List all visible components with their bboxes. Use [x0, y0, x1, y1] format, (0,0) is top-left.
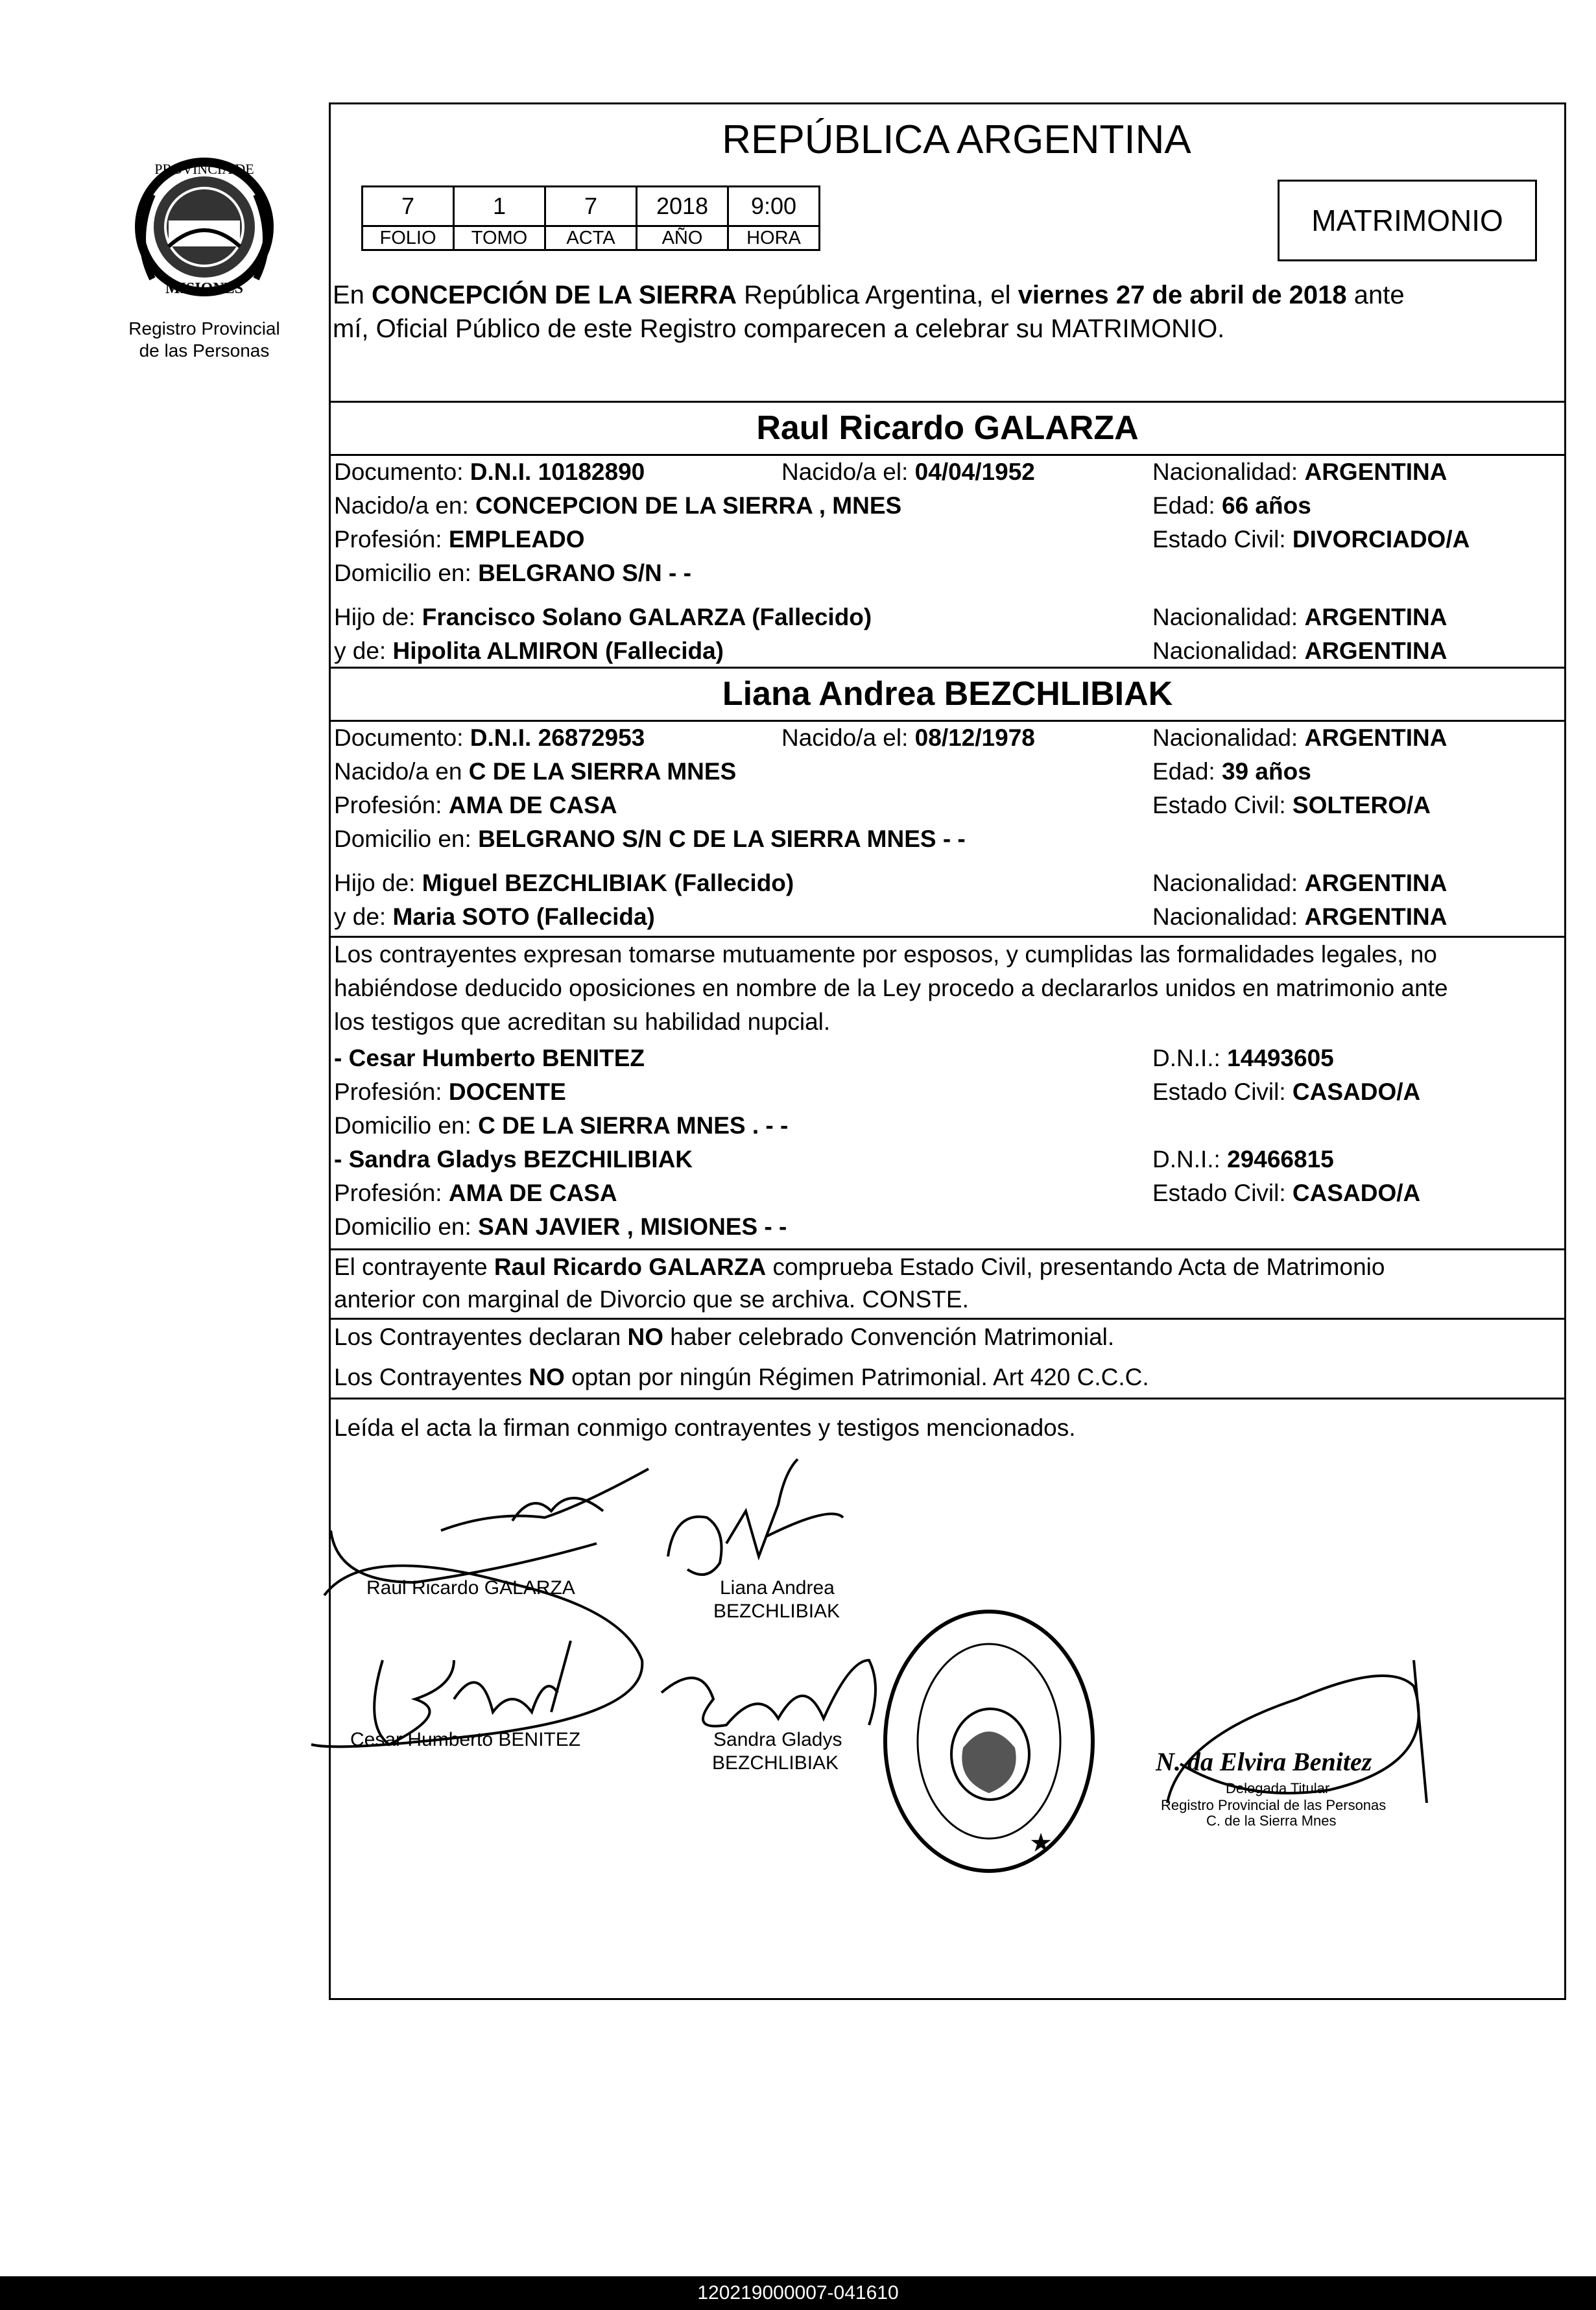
bride-father-nationality: Nacionalidad: ARGENTINA: [1152, 870, 1447, 896]
bride-mother-nationality: Nacionalidad: ARGENTINA: [1152, 903, 1447, 930]
bride-birthplace: Nacido/a en C DE LA SIERRA MNES: [334, 758, 737, 785]
witness2-civil-status: Estado Civil: CASADO/A: [1152, 1180, 1421, 1206]
declaration-line2: habiéndose deducido oposiciones en nombre de la Ley procedo a declararlos unidos en matrimonio ante: [334, 975, 1448, 1001]
witness1-civil-status: Estado Civil: CASADO/A: [1152, 1078, 1421, 1105]
convention-line2: Los Contrayentes NO optan por ningún Régimen Patrimonial. Art 420 C.C.C.: [334, 1364, 1149, 1390]
hour-label: HORA: [728, 226, 820, 250]
seal-bottom-text: MISIONES: [165, 280, 244, 297]
bride-signature-label-2: BEZCHLIBIAK: [713, 1601, 840, 1622]
registry-name-line2: de las Personas: [139, 340, 270, 361]
witness1-dni: D.N.I.: 14493605: [1152, 1045, 1334, 1071]
convention-line1: Los Contrayentes declaran NO haber celebrado Convención Matrimonial.: [334, 1324, 1115, 1350]
acta-value: 7: [545, 187, 637, 226]
bride-civil-status: Estado Civil: SOLTERO/A: [1152, 792, 1431, 818]
svg-text:★: ★: [1029, 1829, 1053, 1857]
declaration-line3: los testigos que acreditan su habilidad nupcial.: [334, 1008, 831, 1035]
groom-civil-status: Estado Civil: DIVORCIADO/A: [1152, 526, 1470, 553]
intro-line1: En CONCEPCIÓN DE LA SIERRA República Argentina, el viernes 27 de abril de 2018 ante: [333, 281, 1405, 309]
groom-mother-nationality: Nacionalidad: ARGENTINA: [1152, 637, 1447, 664]
bride-mother: y de: Maria SOTO (Fallecida): [334, 903, 655, 930]
witness1-address: Domicilio en: C DE LA SIERRA MNES . - -: [334, 1112, 789, 1139]
witness1-name: - Cesar Humberto BENITEZ: [334, 1045, 645, 1071]
groom-profession: Profesión: EMPLEADO: [334, 526, 585, 553]
official-title-2: Registro Provincial de las Personas: [1161, 1797, 1387, 1813]
witness2-signature-label-2: BEZCHLIBIAK: [712, 1752, 839, 1774]
record-type-box: MATRIMONIO: [1278, 180, 1537, 261]
document-code-footer: 120219000007-041610: [0, 2276, 1596, 2310]
witness2-dni: D.N.I.: 29466815: [1152, 1146, 1334, 1173]
bride-age: Edad: 39 años: [1152, 758, 1311, 785]
intro-line2: mí, Oficial Público de este Registro comparecen a celebrar su MATRIMONIO.: [333, 315, 1225, 343]
groom-age: Edad: 66 años: [1152, 492, 1311, 519]
witness2-signature-label-1: Sandra Gladys: [713, 1729, 842, 1750]
witness2-name: - Sandra Gladys BEZCHILIBIAK: [334, 1146, 693, 1173]
year-label: AÑO: [637, 226, 728, 250]
bride-father: Hijo de: Miguel BEZCHLIBIAK (Fallecido): [334, 870, 794, 896]
official-title-1: Delegada Titular: [1226, 1780, 1330, 1796]
seal-top-text: PROVINCIA DE: [154, 161, 254, 177]
bride-name: Liana Andrea BEZCHLIBIAK: [722, 675, 1173, 713]
groom-name: Raul Ricardo GALARZA: [756, 409, 1139, 447]
bride-address: Domicilio en: BELGRANO S/N C DE LA SIERRA MNES - -: [334, 826, 966, 852]
bride-document: Documento: D.N.I. 26872953: [334, 724, 645, 751]
official-stamp-icon: [872, 1599, 1106, 1884]
declaration-line1: Los contrayentes expresan tomarse mutuamente por esposos, y cumplidas las formalidades legales, no: [334, 941, 1437, 968]
tomo-value: 1: [454, 187, 545, 226]
groom-document: Documento: D.N.I. 10182890: [334, 458, 645, 485]
registry-name-line1: Registro Provincial: [128, 318, 280, 339]
groom-signature-label: Raul Ricardo GALARZA: [366, 1577, 575, 1599]
year-value: 2018: [637, 187, 728, 226]
groom-nationality: Nacionalidad: ARGENTINA: [1152, 458, 1447, 485]
bride-birthdate: Nacido/a el: 08/12/1978: [781, 724, 1035, 751]
groom-father-nationality: Nacionalidad: ARGENTINA: [1152, 604, 1447, 630]
hour-value: 9:00: [728, 187, 820, 226]
groom-mother: y de: Hipolita ALMIRON (Fallecida): [334, 637, 724, 664]
civil-proof-line1: El contrayente Raul Ricardo GALARZA comprueba Estado Civil, presentando Acta de Matrimonio: [334, 1254, 1385, 1280]
witness2-address: Domicilio en: SAN JAVIER , MISIONES - -: [334, 1213, 787, 1240]
civil-proof-line2: anterior con marginal de Divorcio que se archiva. CONSTE.: [334, 1286, 969, 1313]
tomo-label: TOMO: [454, 226, 545, 250]
acta-label: ACTA: [545, 226, 637, 250]
witness2-profession: Profesión: AMA DE CASA: [334, 1180, 617, 1206]
witness1-profession: Profesión: DOCENTE: [334, 1078, 566, 1105]
groom-birthplace: Nacido/a en: CONCEPCION DE LA SIERRA , MNES: [334, 492, 902, 519]
groom-father: Hijo de: Francisco Solano GALARZA (Fallecido): [334, 604, 872, 630]
bride-nationality: Nacionalidad: ARGENTINA: [1152, 724, 1447, 751]
groom-birthdate: Nacido/a el: 04/04/1952: [781, 458, 1035, 485]
folio-value: 7: [363, 187, 454, 226]
groom-address: Domicilio en: BELGRANO S/N - -: [334, 560, 691, 586]
bride-signature-label-1: Liana Andrea: [720, 1577, 835, 1599]
witness1-signature-label: Cesar Humberto BENITEZ: [350, 1729, 581, 1750]
official-signature-name: N. da Elvira Benitez: [1156, 1747, 1372, 1776]
folio-label: FOLIO: [363, 226, 454, 250]
official-title-3: C. de la Sierra Mnes: [1206, 1813, 1337, 1829]
signatures-intro: Leída el acta la firman conmigo contrayentes y testigos mencionados.: [334, 1414, 1076, 1441]
country-title: REPÚBLICA ARGENTINA: [722, 117, 1191, 162]
bride-profession: Profesión: AMA DE CASA: [334, 792, 617, 818]
